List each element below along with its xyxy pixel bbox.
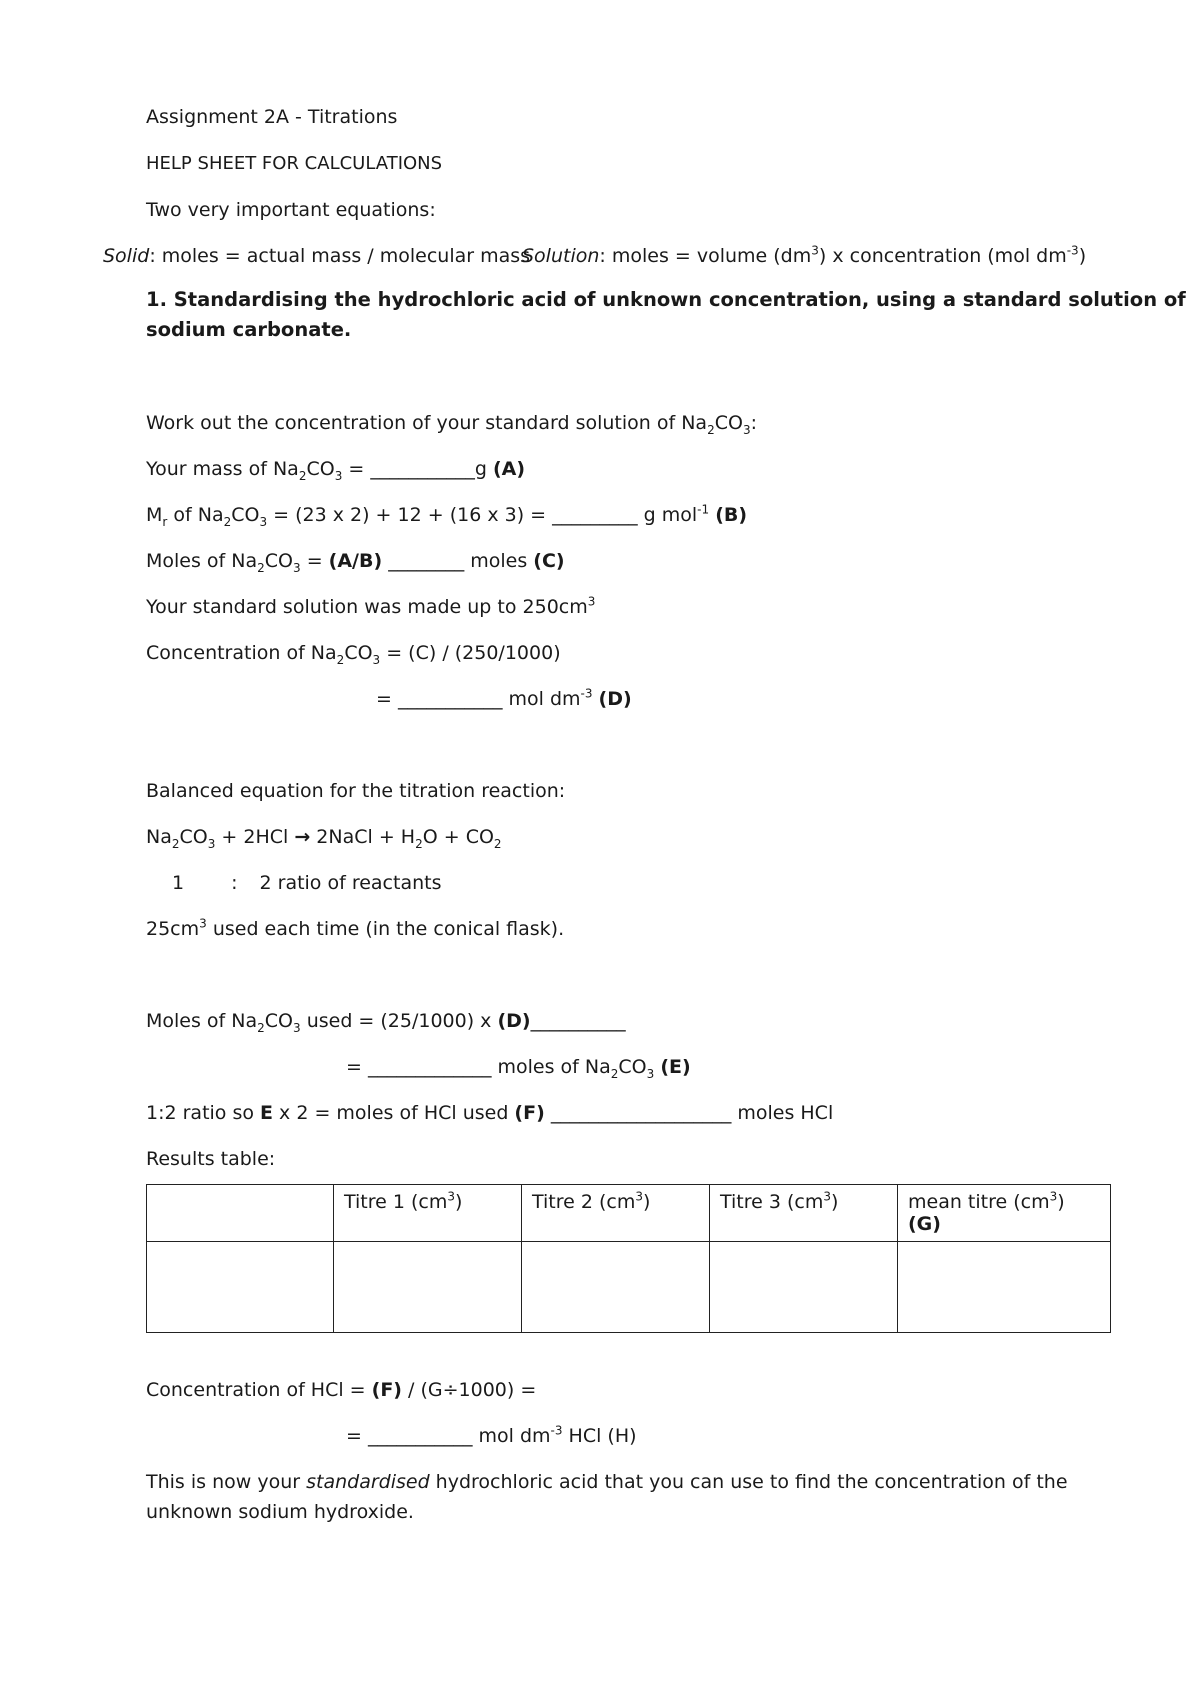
made-up-line: Your standard solution was made up to $250cm^3$ bbox=[146, 594, 596, 618]
mass-line: Your mass of $Na_2CO_3$ = ___________g (A) bbox=[146, 458, 526, 483]
hcl-concentration-line: Concentration of HCl = (F) / (G÷1000) = bbox=[146, 1379, 537, 1401]
reaction-equation: $Na_2CO_3 + 2HCl$ → 2NaCl + $H_2O + CO_2$ bbox=[146, 826, 502, 851]
flask-line: $25cm^3$ used each time (in the conical flask). bbox=[146, 916, 565, 940]
moles-line: Moles of $Na_2CO_3 = (A/B)$ ________ moles (C) bbox=[146, 550, 565, 575]
equation-solid: Solid: moles = actual mass / molecular mass bbox=[103, 245, 531, 267]
document-title: Assignment 2A - Titrations bbox=[146, 106, 398, 128]
mr-line: $M_r$ of $Na_2CO_3 = (23$ x 2) + 12 + (16 x 3) = _________ g mol$^{-1}$ (B) bbox=[146, 502, 748, 529]
moles-used-line: Moles of $Na_2CO_3$ used = (25/1000) x (D)__________ bbox=[146, 1010, 626, 1035]
final-note-line1: This is now your standardised hydrochloric acid that you can use to find the concentration of the bbox=[146, 1471, 1068, 1493]
table-header-row bbox=[147, 1185, 1111, 1242]
arrow-icon: → bbox=[294, 826, 311, 848]
table-corner-cell bbox=[147, 1185, 334, 1242]
results-label: Results table: bbox=[146, 1148, 276, 1170]
hcl-concentration-result: = ___________ mol $dm^{-3}$ HCl (H) bbox=[346, 1423, 637, 1447]
concentration-result: = ___________ mol $dm^{-3}$ (D) bbox=[376, 686, 632, 710]
header-titre-3: Titre 3 $(cm^3)$ bbox=[710, 1185, 898, 1242]
moles-used-result: = _____________ moles of $Na_2CO_3$ (E) bbox=[346, 1056, 691, 1081]
equations-intro: Two very important equations: bbox=[146, 199, 436, 221]
table-cell[interactable] bbox=[522, 1242, 710, 1333]
balanced-heading: Balanced equation for the titration reaction: bbox=[146, 780, 566, 802]
ratio-line: 1 : 2 ratio of reactants bbox=[172, 872, 442, 894]
section-heading-line2: sodium carbonate. bbox=[146, 318, 352, 341]
header-titre-2: Titre 2 $(cm^3)$ bbox=[522, 1185, 710, 1242]
ratio-moles-line: 1:2 ratio so E x 2 = moles of HCl used (F) ___________________ moles HCl bbox=[146, 1102, 834, 1124]
equation-solution: Solution: moles = volume $(dm^3)$ x concentration (mol $dm^{-3}$) bbox=[522, 243, 1087, 267]
final-note-line2: unknown sodium hydroxide. bbox=[146, 1501, 414, 1523]
header-titre-1: Titre 1 $(cm^3)$ bbox=[334, 1185, 522, 1242]
table-cell[interactable] bbox=[898, 1242, 1111, 1333]
help-heading: HELP SHEET FOR CALCULATIONS bbox=[146, 153, 443, 174]
table-cell[interactable] bbox=[710, 1242, 898, 1333]
table-cell[interactable] bbox=[334, 1242, 522, 1333]
section-heading-line1: 1. Standardising the hydrochloric acid of unknown concentration, using a standard solution of bbox=[146, 288, 1186, 311]
work-out-line: Work out the concentration of your standard solution of $Na_2CO_3$: bbox=[146, 412, 757, 437]
table-cell[interactable] bbox=[147, 1242, 334, 1333]
concentration-line: Concentration of $Na_2CO_3 = (C) / (250/1000)$ bbox=[146, 642, 561, 667]
results-table bbox=[146, 1184, 1111, 1333]
header-mean-titre: mean titre $(cm^3)$ (G) bbox=[898, 1185, 1111, 1242]
table-row bbox=[147, 1242, 1111, 1333]
